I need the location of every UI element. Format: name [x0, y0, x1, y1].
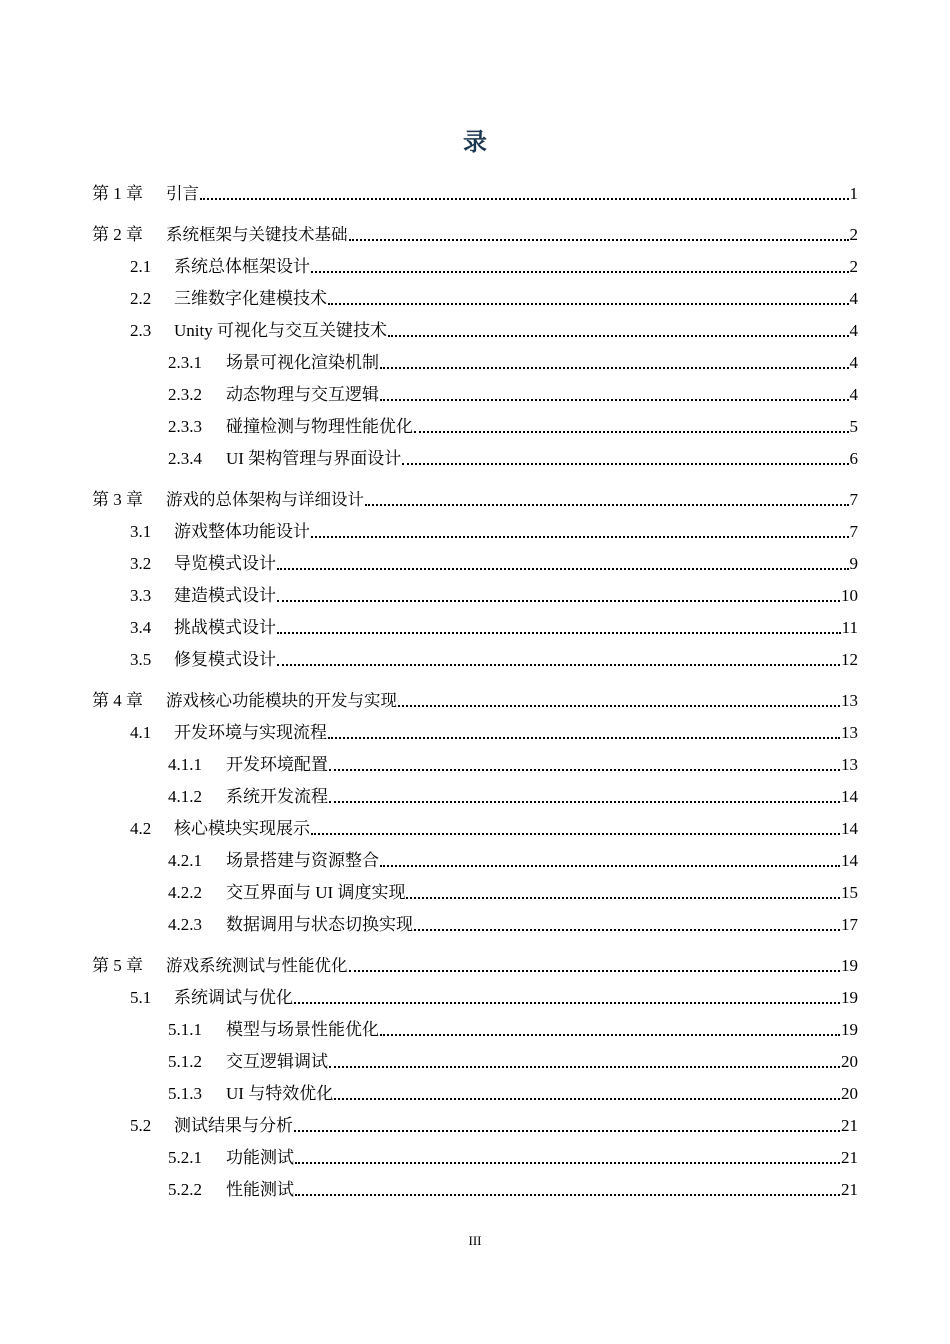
- toc-entry[interactable]: [92, 181, 858, 205]
- toc-entry-page: 2: [849, 225, 858, 244]
- toc-dot-leader: [328, 303, 849, 305]
- toc-entry-page: 14: [841, 787, 858, 806]
- toc-entry-page: 20: [841, 1052, 858, 1071]
- toc-dot-leader: [334, 1098, 840, 1100]
- toc-entry-page: 21: [841, 1116, 858, 1135]
- toc-entry-number: 2.3: [130, 321, 152, 340]
- toc-dot-leader: [328, 737, 840, 739]
- toc-entry-page: 5: [849, 417, 858, 436]
- toc-entry-page: 7: [849, 522, 858, 541]
- toc-entry-number: 第 2 章: [92, 225, 143, 244]
- toc-entry-number: 2.3.2: [168, 385, 202, 404]
- toc-entry-number: 3.1: [130, 522, 152, 541]
- toc-entry[interactable]: [168, 912, 858, 936]
- toc-entry-title: 系统开发流程: [226, 787, 328, 806]
- toc-entry[interactable]: [92, 688, 858, 712]
- toc-entry-number: 3.3: [130, 586, 152, 605]
- page-number: III: [468, 1233, 482, 1248]
- toc-entry-number: 3.2: [130, 554, 152, 573]
- toc-entry-title: 核心模块实现展示: [174, 819, 310, 838]
- toc-entry-number: 4.2.3: [168, 915, 202, 934]
- toc-entry-number: 3.4: [130, 618, 152, 637]
- toc-entry-page: 10: [841, 586, 858, 605]
- toc-entry-number: 第 4 章: [92, 691, 143, 710]
- toc-entry-number: 4.2: [130, 819, 152, 838]
- toc-entry-title: 修复模式设计: [174, 650, 276, 669]
- toc-dot-leader: [294, 1130, 840, 1132]
- toc-entry-number: 5.2.2: [168, 1180, 202, 1199]
- toc-entry-page: 19: [841, 1020, 858, 1039]
- toc-entry-page: 13: [841, 723, 858, 742]
- toc-entry[interactable]: [168, 1017, 858, 1041]
- toc-entry-title: 系统框架与关键技术基础: [166, 225, 348, 244]
- toc-entry[interactable]: [168, 382, 858, 406]
- toc-entry[interactable]: [130, 551, 858, 575]
- toc-entry-title: 开发环境配置: [226, 755, 328, 774]
- toc-entry[interactable]: [168, 784, 858, 808]
- toc-entry[interactable]: [130, 720, 858, 744]
- toc-entry-page: 13: [841, 755, 858, 774]
- toc-dot-leader: [380, 367, 849, 369]
- toc-entry-page: 1: [849, 184, 858, 203]
- toc-entry[interactable]: [168, 880, 858, 904]
- toc-dot-leader: [277, 568, 849, 570]
- toc-entry-title: 测试结果与分析: [174, 1116, 293, 1135]
- toc-entry-title: 系统总体框架设计: [174, 257, 310, 276]
- toc-entry[interactable]: [168, 1081, 858, 1105]
- toc-entry-title: 数据调用与状态切换实现: [226, 915, 413, 934]
- toc-entry[interactable]: [130, 985, 858, 1009]
- toc-entry-number: 5.1.3: [168, 1084, 202, 1103]
- toc-dot-leader: [329, 801, 840, 803]
- toc-dot-leader: [365, 504, 849, 506]
- toc-entry[interactable]: [130, 816, 858, 840]
- toc-entry[interactable]: [168, 848, 858, 872]
- toc-entry-page: 4: [849, 289, 858, 308]
- toc-entry-page: 19: [841, 988, 858, 1007]
- toc-entry-title: 游戏系统测试与性能优化: [166, 956, 348, 975]
- toc-entry-title: 引言: [166, 184, 199, 203]
- toc-entry-title: 系统调试与优化: [174, 988, 293, 1007]
- toc-entry-number: 5.1.1: [168, 1020, 202, 1039]
- toc-entry-page: 9: [849, 554, 858, 573]
- toc-entry-number: 4.1.2: [168, 787, 202, 806]
- toc-entry-page: 14: [841, 851, 858, 870]
- toc-entry-title: 游戏核心功能模块的开发与实现: [166, 691, 397, 710]
- toc-entry[interactable]: [168, 350, 858, 374]
- toc-entry-number: 5.2.1: [168, 1148, 202, 1167]
- toc-entry-number: 2.2: [130, 289, 152, 308]
- toc-dot-leader: [402, 463, 848, 465]
- toc-entry-number: 2.3.1: [168, 353, 202, 372]
- toc-dot-leader: [277, 664, 840, 666]
- toc-entry[interactable]: [92, 953, 858, 977]
- toc-entry-page: 4: [849, 321, 858, 340]
- toc-entry[interactable]: [130, 318, 858, 342]
- toc-entry[interactable]: [168, 1145, 858, 1169]
- toc-entry-page: 21: [841, 1180, 858, 1199]
- toc-entry-page: 14: [841, 819, 858, 838]
- toc-entry-title: 模型与场景性能优化: [226, 1020, 379, 1039]
- toc-entry-number: 第 3 章: [92, 490, 143, 509]
- toc-entry[interactable]: [92, 487, 858, 511]
- toc-dot-leader: [277, 600, 840, 602]
- toc-dot-leader: [329, 769, 840, 771]
- toc-entry-page: 2: [849, 257, 858, 276]
- toc-dot-leader: [294, 1002, 840, 1004]
- toc-entry-title: Unity 可视化与交互关键技术: [174, 321, 387, 340]
- toc-dot-leader: [311, 833, 840, 835]
- toc-entry-title: 建造模式设计: [174, 586, 276, 605]
- toc-entry-title: 场景可视化渲染机制: [226, 353, 379, 372]
- toc-entry-page: 13: [841, 691, 858, 710]
- toc-dot-leader: [380, 1034, 840, 1036]
- toc-entry-number: 5.2: [130, 1116, 152, 1135]
- toc-entry[interactable]: [168, 446, 858, 470]
- toc-dot-leader: [349, 970, 841, 972]
- toc-entry-number: 4.2.1: [168, 851, 202, 870]
- toc-entry-page: 4: [849, 353, 858, 372]
- toc-dot-leader: [277, 632, 841, 634]
- toc-entry-number: 第 1 章: [92, 184, 143, 203]
- toc-entry-title: 场景搭建与资源整合: [226, 851, 379, 870]
- toc-entry-page: 12: [841, 650, 858, 669]
- toc-entry-number: 第 5 章: [92, 956, 143, 975]
- toc-entry[interactable]: [168, 414, 858, 438]
- toc-entry-number: 2.3.4: [168, 449, 202, 468]
- toc-entry-title: UI 与特效优化: [226, 1084, 334, 1103]
- toc-entry[interactable]: [92, 222, 858, 246]
- toc-entry-title: 动态物理与交互逻辑: [226, 385, 379, 404]
- toc-entry-page: 21: [841, 1148, 858, 1167]
- toc-entry[interactable]: [168, 1177, 858, 1201]
- toc-entry[interactable]: [130, 254, 858, 278]
- page-title: 录: [463, 128, 487, 156]
- toc-dot-leader: [414, 929, 840, 931]
- toc-entry-page: 20: [841, 1084, 858, 1103]
- toc-dot-leader: [380, 865, 840, 867]
- toc-entry-title: 功能测试: [226, 1148, 294, 1167]
- toc-entry-number: 2.3.3: [168, 417, 202, 436]
- toc-dot-leader: [200, 198, 849, 200]
- toc-entry-page: 7: [849, 490, 858, 509]
- toc-entry-title: 性能测试: [226, 1180, 294, 1199]
- toc-dot-leader: [406, 897, 840, 899]
- toc-entry-number: 3.5: [130, 650, 152, 669]
- toc-dot-leader: [414, 431, 849, 433]
- toc-entry-number: 4.1: [130, 723, 152, 742]
- toc-entry[interactable]: [130, 1113, 858, 1137]
- toc-entry-title: 交互界面与 UI 调度实现: [226, 883, 406, 902]
- toc-entry[interactable]: [168, 752, 858, 776]
- toc-entry-number: 4.1.1: [168, 755, 202, 774]
- toc-dot-leader: [349, 239, 849, 241]
- toc-entry-title: 导览模式设计: [174, 554, 276, 573]
- toc-entry-page: 19: [841, 956, 858, 975]
- toc-dot-leader: [388, 335, 849, 337]
- toc-entry-title: UI 架构管理与界面设计: [226, 449, 402, 468]
- toc-entry[interactable]: [130, 583, 858, 607]
- toc-dot-leader: [398, 705, 840, 707]
- toc-entry-title: 游戏整体功能设计: [174, 522, 310, 541]
- toc-entry[interactable]: [168, 1049, 858, 1073]
- toc-entry[interactable]: [130, 615, 858, 639]
- toc-entry-number: 5.1: [130, 988, 152, 1007]
- toc-entry-title: 三维数字化建模技术: [174, 289, 327, 308]
- toc-entry-page: 11: [841, 618, 858, 637]
- toc-entry-page: 6: [849, 449, 858, 468]
- toc-entry[interactable]: [130, 647, 858, 671]
- toc-dot-leader: [311, 271, 849, 273]
- toc-entry-page: 15: [841, 883, 858, 902]
- toc-entry-number: 4.2.2: [168, 883, 202, 902]
- toc-dot-leader: [311, 536, 849, 538]
- toc-entry-title: 游戏的总体架构与详细设计: [166, 490, 364, 509]
- toc-entry-number: 2.1: [130, 257, 152, 276]
- toc-dot-leader: [295, 1162, 840, 1164]
- toc-entry[interactable]: [130, 519, 858, 543]
- toc-dot-leader: [329, 1066, 840, 1068]
- toc-dot-leader: [295, 1194, 840, 1196]
- toc-dot-leader: [380, 399, 849, 401]
- toc-entry-page: 4: [849, 385, 858, 404]
- toc-entry-number: 5.1.2: [168, 1052, 202, 1071]
- toc-entry-title: 开发环境与实现流程: [174, 723, 327, 742]
- toc-entry-title: 碰撞检测与物理性能优化: [226, 417, 413, 436]
- toc-entry-page: 17: [841, 915, 858, 934]
- toc-entry[interactable]: [130, 286, 858, 310]
- toc-entry-title: 挑战模式设计: [174, 618, 276, 637]
- toc-entry-title: 交互逻辑调试: [226, 1052, 328, 1071]
